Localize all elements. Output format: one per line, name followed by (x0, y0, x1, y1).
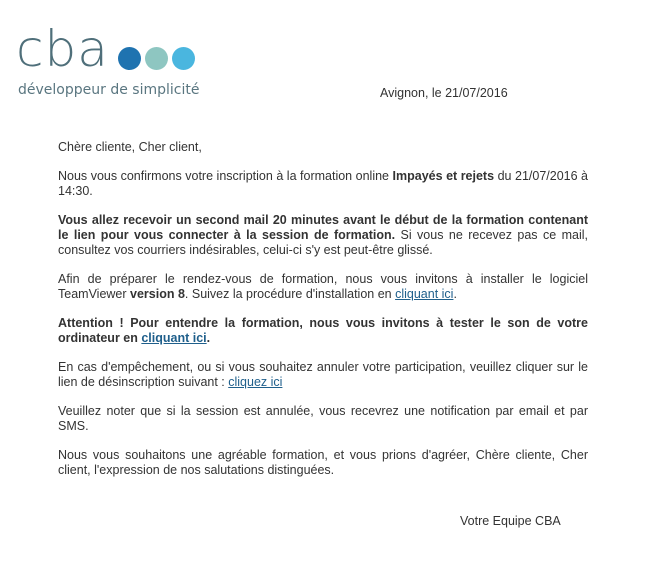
sound-test-link[interactable]: cliquant ici (141, 331, 207, 345)
course-name: Impayés et rejets (392, 169, 495, 183)
paragraph-second-mail (58, 213, 588, 258)
cba-logo (16, 20, 216, 104)
p1-text: Nous vous confirmons votre inscription à la formation online (58, 169, 393, 183)
logo-tagline: développeur de simplicité (18, 82, 200, 98)
signature: Votre Equipe CBA (460, 514, 561, 528)
teamviewer-install-link[interactable]: cliquant ici (395, 287, 454, 301)
paragraph-closing: Nous vous souhaitons une agréable formation, et vous prions d'agréer, Chère cliente, Cher client, l'expression de nos salutations distinguées. (58, 448, 588, 477)
paragraph-teamviewer (58, 272, 588, 302)
letter-body (58, 140, 588, 492)
p5-text: En cas d'empêchement, ou si vous souhaitez annuler votre participation, veuillez cliquer sur le lien de désinscription suivant : (58, 360, 588, 389)
date-line: Avignon, le 21/07/2016 (380, 86, 508, 100)
paragraph-confirmation (58, 169, 588, 199)
paragraph-cancellation-notice: Veuillez noter que si la session est annulée, vous recevrez une notification par email et par SMS. (58, 404, 588, 433)
logo-dot-teal (145, 47, 168, 70)
p3-text: Afin de préparer le rendez-vous de formation, nous vous invitons à installer le logiciel TeamViewer (58, 272, 588, 301)
logo-dot-light-blue (172, 47, 195, 70)
p1-date: du 21/07/2016 à 14:30. (58, 169, 589, 198)
unsubscribe-link[interactable]: cliquez ici (228, 375, 283, 389)
p4-end: . (206, 331, 211, 345)
logo-dot-dark-blue (118, 47, 141, 70)
salutation: Chère cliente, Cher client, (58, 140, 202, 154)
p3-end: . (453, 287, 457, 301)
paragraph-sound-test (58, 316, 588, 346)
logo-wordmark: cba (16, 20, 109, 78)
p2-text: Si vous ne recevez pas ce mail, consultez vos courriers indésirables, celui-ci s'y est peut-être glissé. (58, 228, 588, 257)
teamviewer-version: version 8 (130, 287, 185, 301)
p2-bold: Vous allez recevoir un second mail 20 minutes avant le début de la formation contenant le lien pour vous connecter à la session de formation. (58, 213, 588, 242)
p4-text: Attention ! Pour entendre la formation, nous vous invitons à tester le son de votre ordinateur en (58, 316, 588, 345)
paragraph-unsubscribe (58, 360, 588, 390)
p3-text-2: . Suivez la procédure d'installation en (184, 287, 396, 301)
